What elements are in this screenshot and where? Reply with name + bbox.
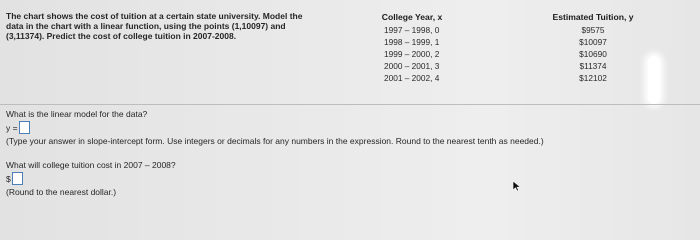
dollar-sign-label: $ xyxy=(6,173,11,184)
problem-statement xyxy=(6,11,336,41)
cell-year: 1997 – 1998, 0 xyxy=(384,25,440,35)
cell-year: 2001 – 2002, 4 xyxy=(384,73,440,83)
mouse-cursor-icon xyxy=(512,180,522,192)
cell-year: 2000 – 2001, 3 xyxy=(384,61,440,71)
cell-year: 1999 – 2000, 2 xyxy=(384,49,440,59)
y-equals-label: y = xyxy=(6,122,18,133)
question-linear-model: What is the linear model for the data? xyxy=(6,109,148,119)
cell-year: 1998 – 1999, 1 xyxy=(384,37,440,47)
problem-line: (3,11374). Predict the cost of college tuition in 2007-2008. xyxy=(6,31,237,41)
table-row xyxy=(376,24,646,36)
table-row xyxy=(376,60,646,72)
table-row xyxy=(376,72,646,84)
cell-tuition: $12102 xyxy=(579,73,607,83)
problem-line: The chart shows the cost of tuition at a certain state university. Model the xyxy=(6,11,303,21)
linear-model-answer-row xyxy=(6,121,30,134)
linear-model-hint: (Type your answer in slope-intercept form. Use integers or decimals for any numbers in the expression. Round to the nearest tenth as needed.) xyxy=(6,136,544,146)
question-tuition-cost: What will college tuition cost in 2007 – 2008? xyxy=(6,160,176,170)
tuition-table xyxy=(376,12,646,84)
problem-line: data in the chart with a linear function, using the points (1,10097) and xyxy=(6,21,286,31)
section-divider xyxy=(0,104,700,105)
table-header xyxy=(376,12,646,24)
table-row xyxy=(376,48,646,60)
tuition-hint: (Round to the nearest dollar.) xyxy=(6,187,117,197)
cell-tuition: $9575 xyxy=(581,25,605,35)
table-row xyxy=(376,36,646,48)
linear-model-answer-input[interactable] xyxy=(19,121,30,134)
tuition-answer-row xyxy=(6,172,23,185)
tuition-answer-input[interactable] xyxy=(12,172,23,185)
cell-tuition: $10690 xyxy=(579,49,607,59)
cell-tuition: $10097 xyxy=(579,37,607,47)
cell-tuition: $11374 xyxy=(579,61,607,71)
screen-glare xyxy=(648,56,660,104)
header-college-year: College Year, x xyxy=(381,12,443,22)
header-estimated-tuition: Estimated Tuition, y xyxy=(552,12,634,22)
